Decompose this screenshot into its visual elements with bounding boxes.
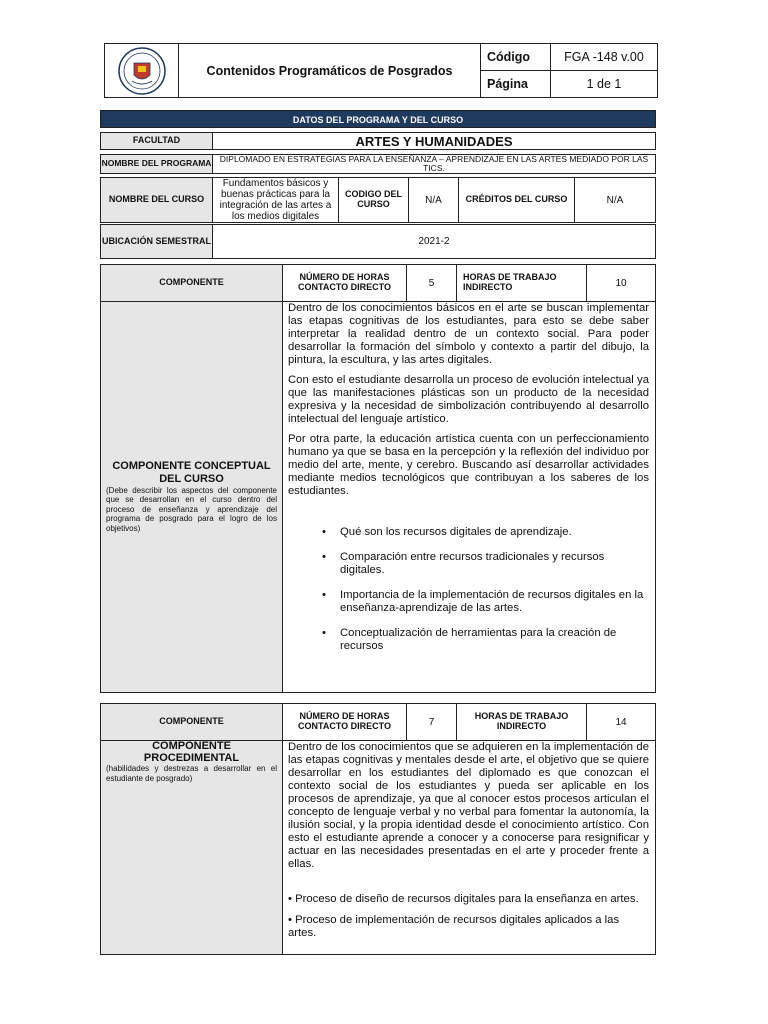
facultad-label: FACULTAD <box>101 133 213 150</box>
componente-conceptual-table <box>100 264 656 693</box>
horas-indirecto-label: HORAS DE TRABAJO INDIRECTO <box>457 265 587 302</box>
list-item: • Comparación entre recursos tradicionales y recursos digitales. <box>288 551 649 577</box>
horas-directo-label: NÚMERO DE HORAS CONTACTO DIRECTO <box>283 265 407 302</box>
university-seal-icon <box>118 47 166 95</box>
componente-label: COMPONENTE <box>101 704 283 741</box>
codigo-curso-value: N/A <box>409 178 459 223</box>
ubicacion-label: UBICACIÓN SEMESTRAL <box>101 225 213 259</box>
horas-directo-label: NÚMERO DE HORAS CONTACTO DIRECTO <box>283 704 407 741</box>
componente-conceptual-title: COMPONENTE CONCEPTUAL DEL CURSO <box>112 460 271 486</box>
componente-procedimental-title: COMPONENTE PROCEDIMENTAL <box>143 740 240 764</box>
programa-row <box>100 154 656 174</box>
facultad-row <box>100 132 656 150</box>
creditos-label: CRÉDITOS DEL CURSO <box>459 178 575 223</box>
bullet-list <box>288 526 649 653</box>
componente-conceptual-content <box>283 302 656 693</box>
codigo-label: Código <box>481 44 551 71</box>
componente-procedimental-content <box>283 741 656 955</box>
document-header <box>104 43 658 98</box>
codigo-curso-label: CODIGO DEL CURSO <box>339 178 409 223</box>
programa-label: NOMBRE DEL PROGRAMA <box>101 155 213 174</box>
componente-conceptual-desc: (Debe describir los aspectos del componente que se desarrollan en el curso dentro del proceso de enseñanza y aprendizaje del programa de posgrado para el logro de los objetivos) <box>106 485 277 534</box>
componente-procedimental-table <box>100 703 656 955</box>
paragraph: Con esto el estudiante desarrolla un proceso de evolución intelectual ya que las manifestaciones plásticas son un producto de la necesidad expresiva y la necesidad de simbolización contribuyendo al desarrollo intelectual del lenguaje artístico. <box>288 373 649 425</box>
horas-indirecto-value: 10 <box>587 265 656 302</box>
section-title: DATOS DEL PROGRAMA Y DEL CURSO <box>100 110 656 128</box>
logo-cell <box>105 44 179 98</box>
componente-procedimental-desc: (habilidades y destrezas a desarrollar en el estudiante de posgrado) <box>106 764 277 783</box>
codigo-value: FGA -148 v.00 <box>551 44 658 71</box>
paragraph: Dentro de los conocimientos básicos en el arte se buscan implementar las etapas cognitivas de los estudiantes, para esto se debe saber interpretar la realidad dentro de un contexto social. Para poder desarrollar la formación del símbolo y contexto a partir del dibujo, la pintura, la escultura, y las artes digitales. <box>288 302 649 366</box>
ubicacion-row <box>100 224 656 259</box>
list-item: • Conceptualización de herramientas para la creación de recursos <box>288 627 649 653</box>
ubicacion-value: 2021-2 <box>213 225 656 259</box>
curso-label: NOMBRE DEL CURSO <box>101 178 213 223</box>
document-title: Contenidos Programáticos de Posgrados <box>179 44 481 98</box>
componente-conceptual-label-cell <box>101 302 283 693</box>
pagina-label: Página <box>481 71 551 98</box>
list-item: • Proceso de implementación de recursos digitales aplicados a las artes. <box>288 913 620 939</box>
creditos-value: N/A <box>575 178 656 223</box>
pagina-value: 1 de 1 <box>551 71 658 98</box>
list-item: • Importancia de la implementación de recursos digitales en la enseñanza-aprendizaje de las artes. <box>288 589 649 615</box>
horas-indirecto-label: HORAS DE TRABAJO INDIRECTO <box>457 704 587 741</box>
paragraph: Dentro de los conocimientos que se adquieren en la implementación de las etapas cognitivas y mentales desde el arte, el objetivo que se quiere desarrollar en los estudiantes del diplomado es que conozcan el contexto social de los estudiantes y pueda ser aplicable en los procesos de aprendizaje, ya que al conocer estos procesos articulan el concepto de lenguaje verbal y no verbal para fomentar la autonomía, la ilusión social, y la propia identidad desde el conocimiento artístico. Con esto el estudiante aprende a conocer y a conocerse para resignificar y actuar en las necesidades presentadas en el arte y proceder frente a ellas. <box>288 741 649 870</box>
programa-value: DIPLOMADO EN ESTRATEGIAS PARA LA ENSEÑANZA – APRENDIZAJE EN LAS ARTES MEDIADO POR LAS TICS. <box>213 155 656 174</box>
curso-row <box>100 177 656 223</box>
componente-procedimental-label-cell <box>101 741 283 955</box>
horas-directo-value: 5 <box>407 265 457 302</box>
facultad-value: ARTES Y HUMANIDADES <box>213 133 656 150</box>
list-item: • Proceso de diseño de recursos digitales para la enseñanza en artes. <box>288 892 639 905</box>
horas-indirecto-value: 14 <box>587 704 656 741</box>
list-item: • Qué son los recursos digitales de aprendizaje. <box>288 526 649 539</box>
horas-directo-value: 7 <box>407 704 457 741</box>
curso-value: Fundamentos básicos y buenas prácticas para la integración de las artes a los medios digitales <box>213 178 339 223</box>
componente-label: COMPONENTE <box>101 265 283 302</box>
paragraph: Por otra parte, la educación artística cuenta con un perfeccionamiento humano ya que se basa en la percepción y la reflexión del individuo por medio del arte, mente, y cerebro. Buscando así desarrollar actividades mediante medios tecnológicos que contribuyan a los saberes de los estudiantes. <box>288 432 649 497</box>
